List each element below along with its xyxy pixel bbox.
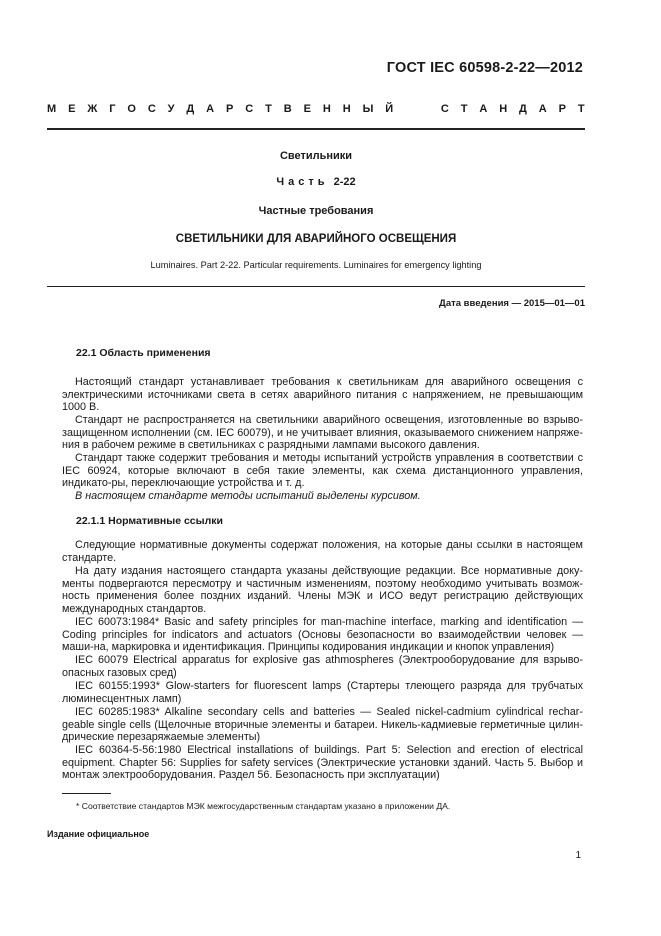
- banner-letter: С: [245, 103, 254, 115]
- banner-letter: С: [147, 103, 156, 115]
- official-edition-label: Издание официальное: [47, 829, 150, 839]
- part-number: 2-22: [333, 176, 356, 188]
- banner-letter: Р: [558, 103, 566, 115]
- banner-letter: Н: [322, 103, 331, 115]
- reference-item: IEC 60155:1993* Glow-starters for fluorescent lamps (Стартеры тлеющего разряда для трубчатых люминесцентных ламп): [62, 680, 583, 705]
- paragraph: Следующие нормативные документы содержат положения, на которые даны ссылки в настоящем стандарте.: [62, 539, 583, 564]
- title-part: [47, 176, 585, 188]
- page-number: 1: [575, 850, 581, 861]
- paragraph: [62, 490, 583, 503]
- banner-letter: Д: [186, 103, 195, 115]
- paragraph: Настоящий стандарт устанавливает требования к светильникам для аварийного освещения с электрическими источниками света в сетях аварийного питания с напряжением, не превышающим 1000 В.: [62, 376, 583, 414]
- part-word: Часть: [276, 176, 329, 188]
- section-heading-22-1: 22.1 Область применения: [76, 347, 211, 359]
- title-line-luminaires: Светильники: [279, 150, 353, 162]
- banner-letter: Н: [499, 103, 508, 115]
- footnote-rule: [62, 793, 111, 794]
- title-english: Luminaires. Part 2-22. Particular requirements. Luminaires for emergency lighting: [150, 260, 482, 270]
- banner-letter: Р: [226, 103, 234, 115]
- banner-letter: Е: [68, 103, 76, 115]
- banner-letter: Т: [265, 103, 272, 115]
- document-code: ГОСТ IEC 60598-2-22—2012: [386, 60, 583, 76]
- title-rule: [47, 286, 585, 287]
- banner-letter: В: [283, 103, 292, 115]
- banner-letter: С: [440, 103, 449, 115]
- banner-letter: Т: [577, 103, 585, 115]
- banner-letter: А: [479, 103, 488, 115]
- title-main: СВЕТИЛЬНИКИ ДЛЯ АВАРИЙНОГО ОСВЕЩЕНИЯ: [175, 233, 457, 245]
- banner-letter: М: [47, 103, 57, 115]
- section-heading-22-1-1: 22.1.1 Нормативные ссылки: [76, 515, 223, 527]
- reference-item: IEC 60285:1983* Alkaline secondary cells and batteries — Sealed nickel-cadmium cylindrical rechar-geable single cells (Щелочные вторичные элементы и батареи. Никель-кадмиевые герметичные цилин-дрические перезаряжаемые элементы): [62, 706, 583, 744]
- banner-letter: Ы: [362, 103, 374, 115]
- paragraph: Стандарт также содержит требования и методы испытаний устройств управления в соответствии с IEC 60924, которые включают в себя такие элементы, как схема дистанционного управления, индикато-ры, переключающие устройства и т. д.: [62, 452, 583, 490]
- reference-item: IEC 60073:1984* Basic and safety principles for man-machine interface, marking and identification — Coding principles for indicators and actuators (Основы безопасности во взаимодействии человек — маши-на, маркировка и идентификация. Принципы кодирования индикации и кнопок управления): [62, 616, 583, 654]
- reference-item: IEC 60364-5-56:1980 Electrical installations of buildings. Part 5: Selection and erection of electrical equipment. Chapter 56: Supplies for safety services (Электрические установки зданий. Часть 5. Выбор и монтаж электрооборудования. Раздел 56. Безопасность при эксплуатации): [62, 744, 583, 782]
- paragraph: Стандарт не распространяется на светильники аварийного освещения, изготовленные во взрыво-защищенном исполнении (см. IEC 60079), и не учитывает влияния, оказываемого снижением напряже-ния в рабочем режиме в светильниках с разрядными лампами высокого давления.: [62, 414, 583, 452]
- paragraph: На дату издания настоящего стандарта указаны действующие редакции. Все нормативные доку-менты подвергаются пересмотру и частичным изменениям, поэтому необходимо учитывать возмож-ность применения более поздних изданий. Члены МЭК и ИСО ведут регистрацию действующих международных стандартов.: [62, 565, 583, 615]
- banner-letter: У: [167, 103, 175, 115]
- banner-letter: Й: [385, 103, 394, 115]
- footnote: * Соответствие стандартов МЭК межгосударственным стандартам указано в приложении ДА.: [76, 801, 451, 811]
- banner-letter: А: [206, 103, 215, 115]
- header-rule: [47, 128, 585, 130]
- banner-letter: Д: [519, 103, 527, 115]
- banner-letter: Ж: [87, 103, 98, 115]
- banner-letter: Н: [342, 103, 351, 115]
- introduction-date: Дата введения — 2015—01—01: [439, 298, 585, 309]
- banner-letter: Е: [303, 103, 311, 115]
- banner-letter: А: [538, 103, 547, 115]
- banner-letter: О: [127, 103, 136, 115]
- banner-letter: Г: [109, 103, 116, 115]
- banner-letter: Т: [460, 103, 468, 115]
- interstate-standard-banner: [47, 103, 585, 115]
- italic-text: В настоящем стандарте методы испытаний выделены курсивом.: [75, 490, 421, 502]
- reference-item: IEC 60079 Electrical apparatus for explosive gas athmospheres (Электрооборудование для взрыво-опасных газовых сред): [62, 654, 583, 679]
- title-particular-requirements: Частные требования: [258, 205, 374, 217]
